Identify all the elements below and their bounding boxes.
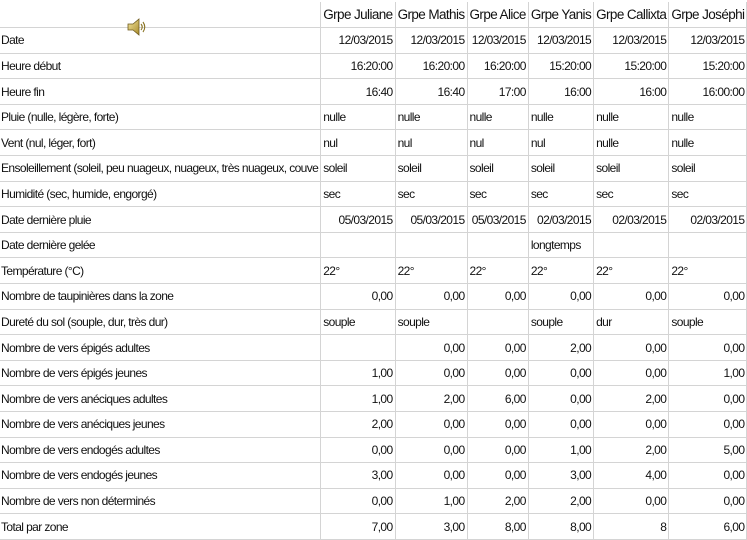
table-cell: 0,00 [528,412,593,438]
table-cell: souple [321,309,395,335]
table-cell: nul [321,130,395,156]
table-row [0,437,747,463]
table-cell: sec [467,181,528,207]
row-label: Nombre de vers endogés jeunes [0,463,321,489]
row-label: Nombre de vers non déterminés [0,488,321,514]
table-cell: 12/03/2015 [395,28,467,54]
table-cell: sec [528,181,593,207]
table-cell: 0,00 [669,412,747,438]
table-cell [321,335,395,361]
table-cell: souple [528,309,593,335]
table-cell: 15:20:00 [594,53,669,79]
table-cell: nul [528,130,593,156]
table-cell: 17:00 [467,79,528,105]
row-label: Nombre de vers anéciques adultes [0,386,321,412]
row-label: Ensoleillement (soleil, peu nuageux, nuageux, très nuageux, couve [0,156,321,182]
table-cell: 3,00 [321,463,395,489]
table-cell: 4,00 [594,463,669,489]
table-cell: 16:20:00 [467,53,528,79]
table-cell: 12/03/2015 [321,28,395,54]
table-cell: dur [594,309,669,335]
table-cell: sec [669,181,747,207]
table-cell: 0,00 [321,284,395,310]
table-cell: 12/03/2015 [528,28,593,54]
table-row [0,258,747,284]
table-cell: 5,00 [669,437,747,463]
table-cell: nulle [669,104,747,130]
corner-cell [0,2,321,28]
table-row [0,156,747,182]
table-cell: 22° [467,258,528,284]
row-label: Heure début [0,53,321,79]
table-cell: sec [321,181,395,207]
table-cell: nulle [321,104,395,130]
table-cell: 1,00 [321,386,395,412]
table-row [0,284,747,310]
table-cell: 16:00:00 [669,79,747,105]
table-cell: 0,00 [528,284,593,310]
table-cell: nulle [594,104,669,130]
table-cell: 16:20:00 [395,53,467,79]
table-cell: 8 [594,514,669,540]
table-row [0,335,747,361]
table-cell: 22° [594,258,669,284]
table-cell: 0,00 [467,437,528,463]
table-cell: 0,00 [669,335,747,361]
table-cell: 1,00 [395,488,467,514]
group-header: Grpe Mathis [395,2,467,28]
row-label: Pluie (nulle, légère, forte) [0,104,321,130]
table-cell: 12/03/2015 [669,28,747,54]
table-cell [669,232,747,258]
table-cell: 2,00 [395,386,467,412]
table-cell: 0,00 [594,360,669,386]
table-cell: souple [395,309,467,335]
table-cell: 22° [395,258,467,284]
table-cell [594,232,669,258]
table-cell: 2,00 [528,488,593,514]
table-cell: 2,00 [321,412,395,438]
table-cell: nulle [669,130,747,156]
table-cell [395,232,467,258]
table-cell: nulle [395,104,467,130]
group-header: Grpe Alice [467,2,528,28]
table-row [0,53,747,79]
table-cell: 0,00 [321,437,395,463]
table-row [0,488,747,514]
table-cell: soleil [395,156,467,182]
row-label: Humidité (sec, humide, engorgé) [0,181,321,207]
table-cell: 0,00 [594,335,669,361]
table-cell: 16:00 [594,79,669,105]
header-row [0,2,747,28]
table-cell: 8,00 [467,514,528,540]
table-cell: nul [467,130,528,156]
row-label: Date [0,28,321,54]
table-cell: 16:20:00 [321,53,395,79]
table-cell: 05/03/2015 [395,207,467,233]
row-label: Date dernière pluie [0,207,321,233]
table-cell: souple [669,309,747,335]
table-cell: 12/03/2015 [467,28,528,54]
table-cell: 05/03/2015 [321,207,395,233]
table-cell: 0,00 [594,488,669,514]
table-cell: 02/03/2015 [594,207,669,233]
table-cell: 1,00 [528,437,593,463]
table-cell: 2,00 [467,488,528,514]
table-row [0,104,747,130]
group-header: Grpe Juliane [321,2,395,28]
group-header: Grpe Callixta [594,2,669,28]
row-label: Nombre de vers épigés adultes [0,335,321,361]
table-cell: 0,00 [467,412,528,438]
row-label: Nombre de vers anéciques jeunes [0,412,321,438]
table-cell: 05/03/2015 [467,207,528,233]
table-cell: 16:40 [395,79,467,105]
table-cell: 2,00 [594,437,669,463]
table-cell [321,232,395,258]
table-cell: soleil [594,156,669,182]
table-cell: 22° [528,258,593,284]
table-cell: 0,00 [467,463,528,489]
table-row [0,463,747,489]
table-cell: longtemps [528,232,593,258]
table-cell: 0,00 [395,335,467,361]
table-cell: 0,00 [669,284,747,310]
table-row [0,514,747,540]
group-header: Grpe Yanis [528,2,593,28]
table-cell: 0,00 [669,386,747,412]
table-cell: 22° [669,258,747,284]
row-label: Total par zone [0,514,321,540]
table-cell: 2,00 [528,335,593,361]
row-label: Température (°C) [0,258,321,284]
table-cell [467,232,528,258]
table-cell: 0,00 [528,386,593,412]
table-cell: 0,00 [321,488,395,514]
table-cell: 16:40 [321,79,395,105]
table-row [0,181,747,207]
group-header: Grpe Joséphi [669,2,747,28]
table-cell: 2,00 [594,386,669,412]
table-cell: 15:20:00 [528,53,593,79]
table-cell: soleil [669,156,747,182]
field-data-table [0,2,747,540]
table-cell: 0,00 [467,360,528,386]
table-cell: 0,00 [467,284,528,310]
table-cell: 0,00 [669,488,747,514]
table-cell: 0,00 [395,412,467,438]
speaker-icon[interactable] [126,16,148,38]
table-cell: 22° [321,258,395,284]
table-cell: soleil [528,156,593,182]
table-cell: 0,00 [395,437,467,463]
table-cell: 0,00 [395,463,467,489]
table-cell: 7,00 [321,514,395,540]
table-cell: 0,00 [395,360,467,386]
table-cell: soleil [321,156,395,182]
table-cell: sec [594,181,669,207]
table-row [0,360,747,386]
table-cell: 02/03/2015 [528,207,593,233]
table-cell: nulle [594,130,669,156]
table-cell: 6,00 [669,514,747,540]
row-label: Date dernière gelée [0,232,321,258]
table-cell: 0,00 [528,360,593,386]
table-cell: 16:00 [528,79,593,105]
row-label: Dureté du sol (souple, dur, très dur) [0,309,321,335]
table-cell: 0,00 [594,284,669,310]
table-cell: 0,00 [594,412,669,438]
table-cell: 1,00 [669,360,747,386]
table-row [0,309,747,335]
table-row [0,207,747,233]
row-label: Nombre de taupinières dans la zone [0,284,321,310]
table-cell: 0,00 [467,335,528,361]
table-cell: nulle [467,104,528,130]
table-cell: 3,00 [528,463,593,489]
row-label: Nombre de vers endogés adultes [0,437,321,463]
table-cell: sec [395,181,467,207]
table-cell: 1,00 [321,360,395,386]
row-label: Heure fin [0,79,321,105]
table-row [0,232,747,258]
table-cell: 3,00 [395,514,467,540]
table-row [0,130,747,156]
table-cell: soleil [467,156,528,182]
row-label: Vent (nul, léger, fort) [0,130,321,156]
table-row [0,79,747,105]
table-cell: 6,00 [467,386,528,412]
table-cell [467,309,528,335]
row-label: Nombre de vers épigés jeunes [0,360,321,386]
table-cell: nulle [528,104,593,130]
table-cell: 12/03/2015 [594,28,669,54]
table-cell: 02/03/2015 [669,207,747,233]
table-cell: 0,00 [395,284,467,310]
table-row [0,386,747,412]
table-cell: 15:20:00 [669,53,747,79]
table-cell: 0,00 [669,463,747,489]
table-cell: 8,00 [528,514,593,540]
table-row [0,412,747,438]
table-cell: nul [395,130,467,156]
table-row [0,28,747,54]
